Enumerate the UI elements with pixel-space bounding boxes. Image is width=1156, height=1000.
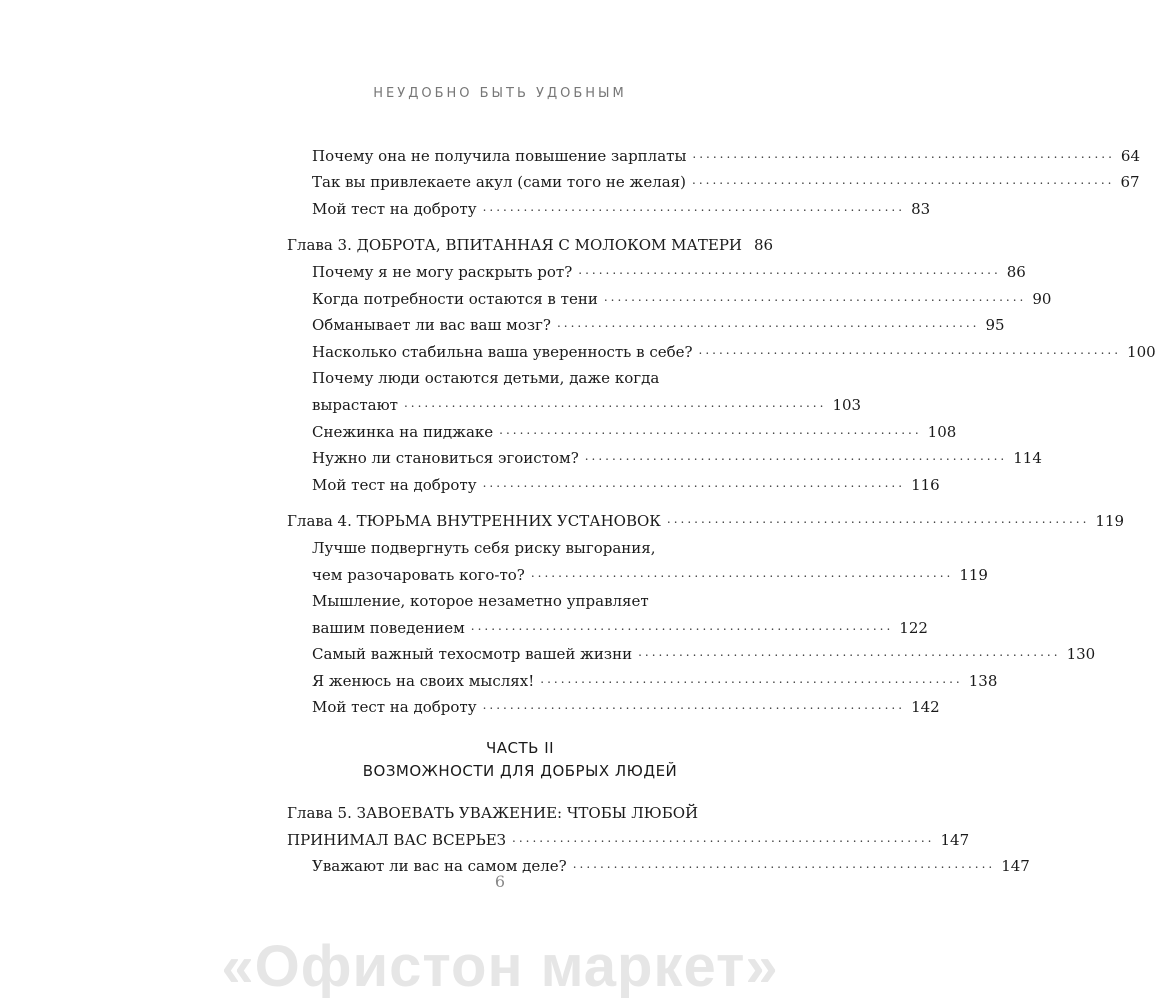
dot-leader: .............................................................. [482,698,906,713]
toc-entry-page: 114 [1013,449,1042,468]
toc-entry-title: Так вы привлекаете акул (сами того не желая) [312,173,686,192]
toc-entry [287,138,1140,165]
dot-leader: .............................................................. [572,857,996,872]
toc-entry-title-line2: ПРИНИМАЛ ВАС ВСЕРЬЕЗ [287,830,506,849]
toc-entry-page: 67 [1120,173,1140,192]
toc-entry-title: Уважают ли вас на самом деле? [312,857,567,876]
toc-entry-multiline [287,530,988,584]
toc-entry [287,467,940,494]
dot-leader: .............................................................. [638,645,1061,660]
toc-entry-title: Я женюсь на своих мыслях! [312,671,535,690]
dot-leader: .............................................................. [540,671,963,686]
part-number: ЧАСТЬ II [485,739,555,758]
dot-leader: .............................................................. [530,565,954,580]
toc-entry-title: Глава 3. ДОБРОТА, ВПИТАННАЯ С МОЛОКОМ МАТЕРИ [287,236,742,255]
dot-leader: .............................................................. [482,475,906,490]
toc-entry-title: Почему я не могу раскрыть рот? [312,262,573,281]
toc-chapter-4 [287,504,1125,531]
toc-entry-title: Самый важный техосмотр вашей жизни [312,645,633,664]
toc-entry-title-line1: Почему люди остаются детьми, даже когда [312,369,660,388]
part-heading [287,737,753,783]
dot-leader: .............................................................. [692,146,1115,161]
toc-entry [287,690,940,717]
toc-entry-page: 95 [985,316,1005,335]
toc-entry [287,441,1042,468]
toc-entry-title: Почему она не получила повышение зарплаты [312,146,687,165]
dot-leader: .............................................................. [578,262,1001,277]
toc-chapter-3 [287,228,774,255]
toc-entry-page: 100 [1127,342,1156,361]
toc-entry [287,334,1156,361]
toc-entry [287,254,1026,281]
toc-entry [287,191,931,218]
toc-entry-title: Насколько стабильна ваша уверенность в себе? [312,342,693,361]
dot-leader: .............................................................. [584,449,1008,464]
toc-entry-page: 122 [899,618,928,637]
dot-leader: .............................................................. [603,289,1027,304]
toc-entry [287,165,1140,192]
toc-entry-title: Снежинка на пиджаке [312,422,494,441]
toc-entry [287,281,1052,308]
toc-entry-title-line2: вырастают [312,395,398,414]
toc-entry-multiline [287,584,928,637]
toc-entry-page: 83 [911,199,931,218]
running-head: НЕУДОБНО БЫТЬ УДОБНЫМ [373,86,627,101]
toc-entry-page: 64 [1120,146,1140,165]
toc-chapter-5 [287,795,970,849]
toc-entry-page: 119 [1095,512,1125,531]
toc-entry [287,414,957,441]
page-number: 6 [494,872,506,891]
dot-leader: .............................................................. [403,395,827,410]
toc-entry-title: Мой тест на доброту [312,199,477,218]
dot-leader: .............................................................. [499,422,922,437]
toc-entry-title: Обманывает ли вас ваш мозг? [312,316,551,335]
toc-entry-title-line1: Мышление, которое незаметно управляет [312,592,649,611]
toc-entry-title: Нужно ли становиться эгоистом? [312,449,579,468]
toc-entry-page: 108 [927,422,957,441]
toc-entry-title-line2: чем разочаровать кого-то? [312,565,525,584]
toc-entry-title-line2: вашим поведением [312,618,465,637]
dot-leader: .............................................................. [556,316,980,331]
toc-entry-title: Мой тест на доброту [312,475,477,494]
toc-entry-page: 86 [754,236,774,255]
dot-leader: .............................................................. [692,173,1115,188]
toc-entry-page: 103 [832,395,862,414]
toc-entry-title: Когда потребности остаются в тени [312,289,598,308]
toc-entry-page: 119 [959,565,988,584]
toc-entry-page: 90 [1032,289,1052,308]
toc-entry-page: 142 [911,698,940,717]
toc-entry [287,308,1005,335]
toc-entry [287,663,998,690]
toc-entry-page: 86 [1006,262,1026,281]
table-of-contents [287,138,1156,876]
watermark: «Офистон маркет» [221,934,779,999]
part-title: ВОЗМОЖНОСТИ ДЛЯ ДОБРЫХ ЛЮДЕЙ [362,762,678,781]
toc-entry [287,637,1096,664]
toc-entry-page: 138 [968,671,998,690]
toc-entry-title: Глава 4. ТЮРЬМА ВНУТРЕННИХ УСТАНОВОК [287,512,661,531]
toc-entry-page: 147 [1001,857,1030,876]
toc-entry-page: 147 [940,830,970,849]
dot-leader: .............................................................. [482,199,906,214]
toc-entry-title-line1: Лучше подвергнуть себя риску выгорания, [312,538,656,557]
toc-entry-page: 130 [1066,645,1096,664]
dot-leader: .............................................................. [666,512,1090,527]
toc-entry-multiline [287,361,862,414]
toc-entry-title: Мой тест на доброту [312,698,477,717]
dot-leader: .............................................................. [470,618,894,633]
dot-leader: .............................................................. [698,342,1122,357]
dot-leader: .............................................................. [512,830,935,845]
toc-entry-title-line1: Глава 5. ЗАВОЕВАТЬ УВАЖЕНИЕ: ЧТОБЫ ЛЮБОЙ [287,804,699,823]
toc-entry-page: 116 [911,475,940,494]
